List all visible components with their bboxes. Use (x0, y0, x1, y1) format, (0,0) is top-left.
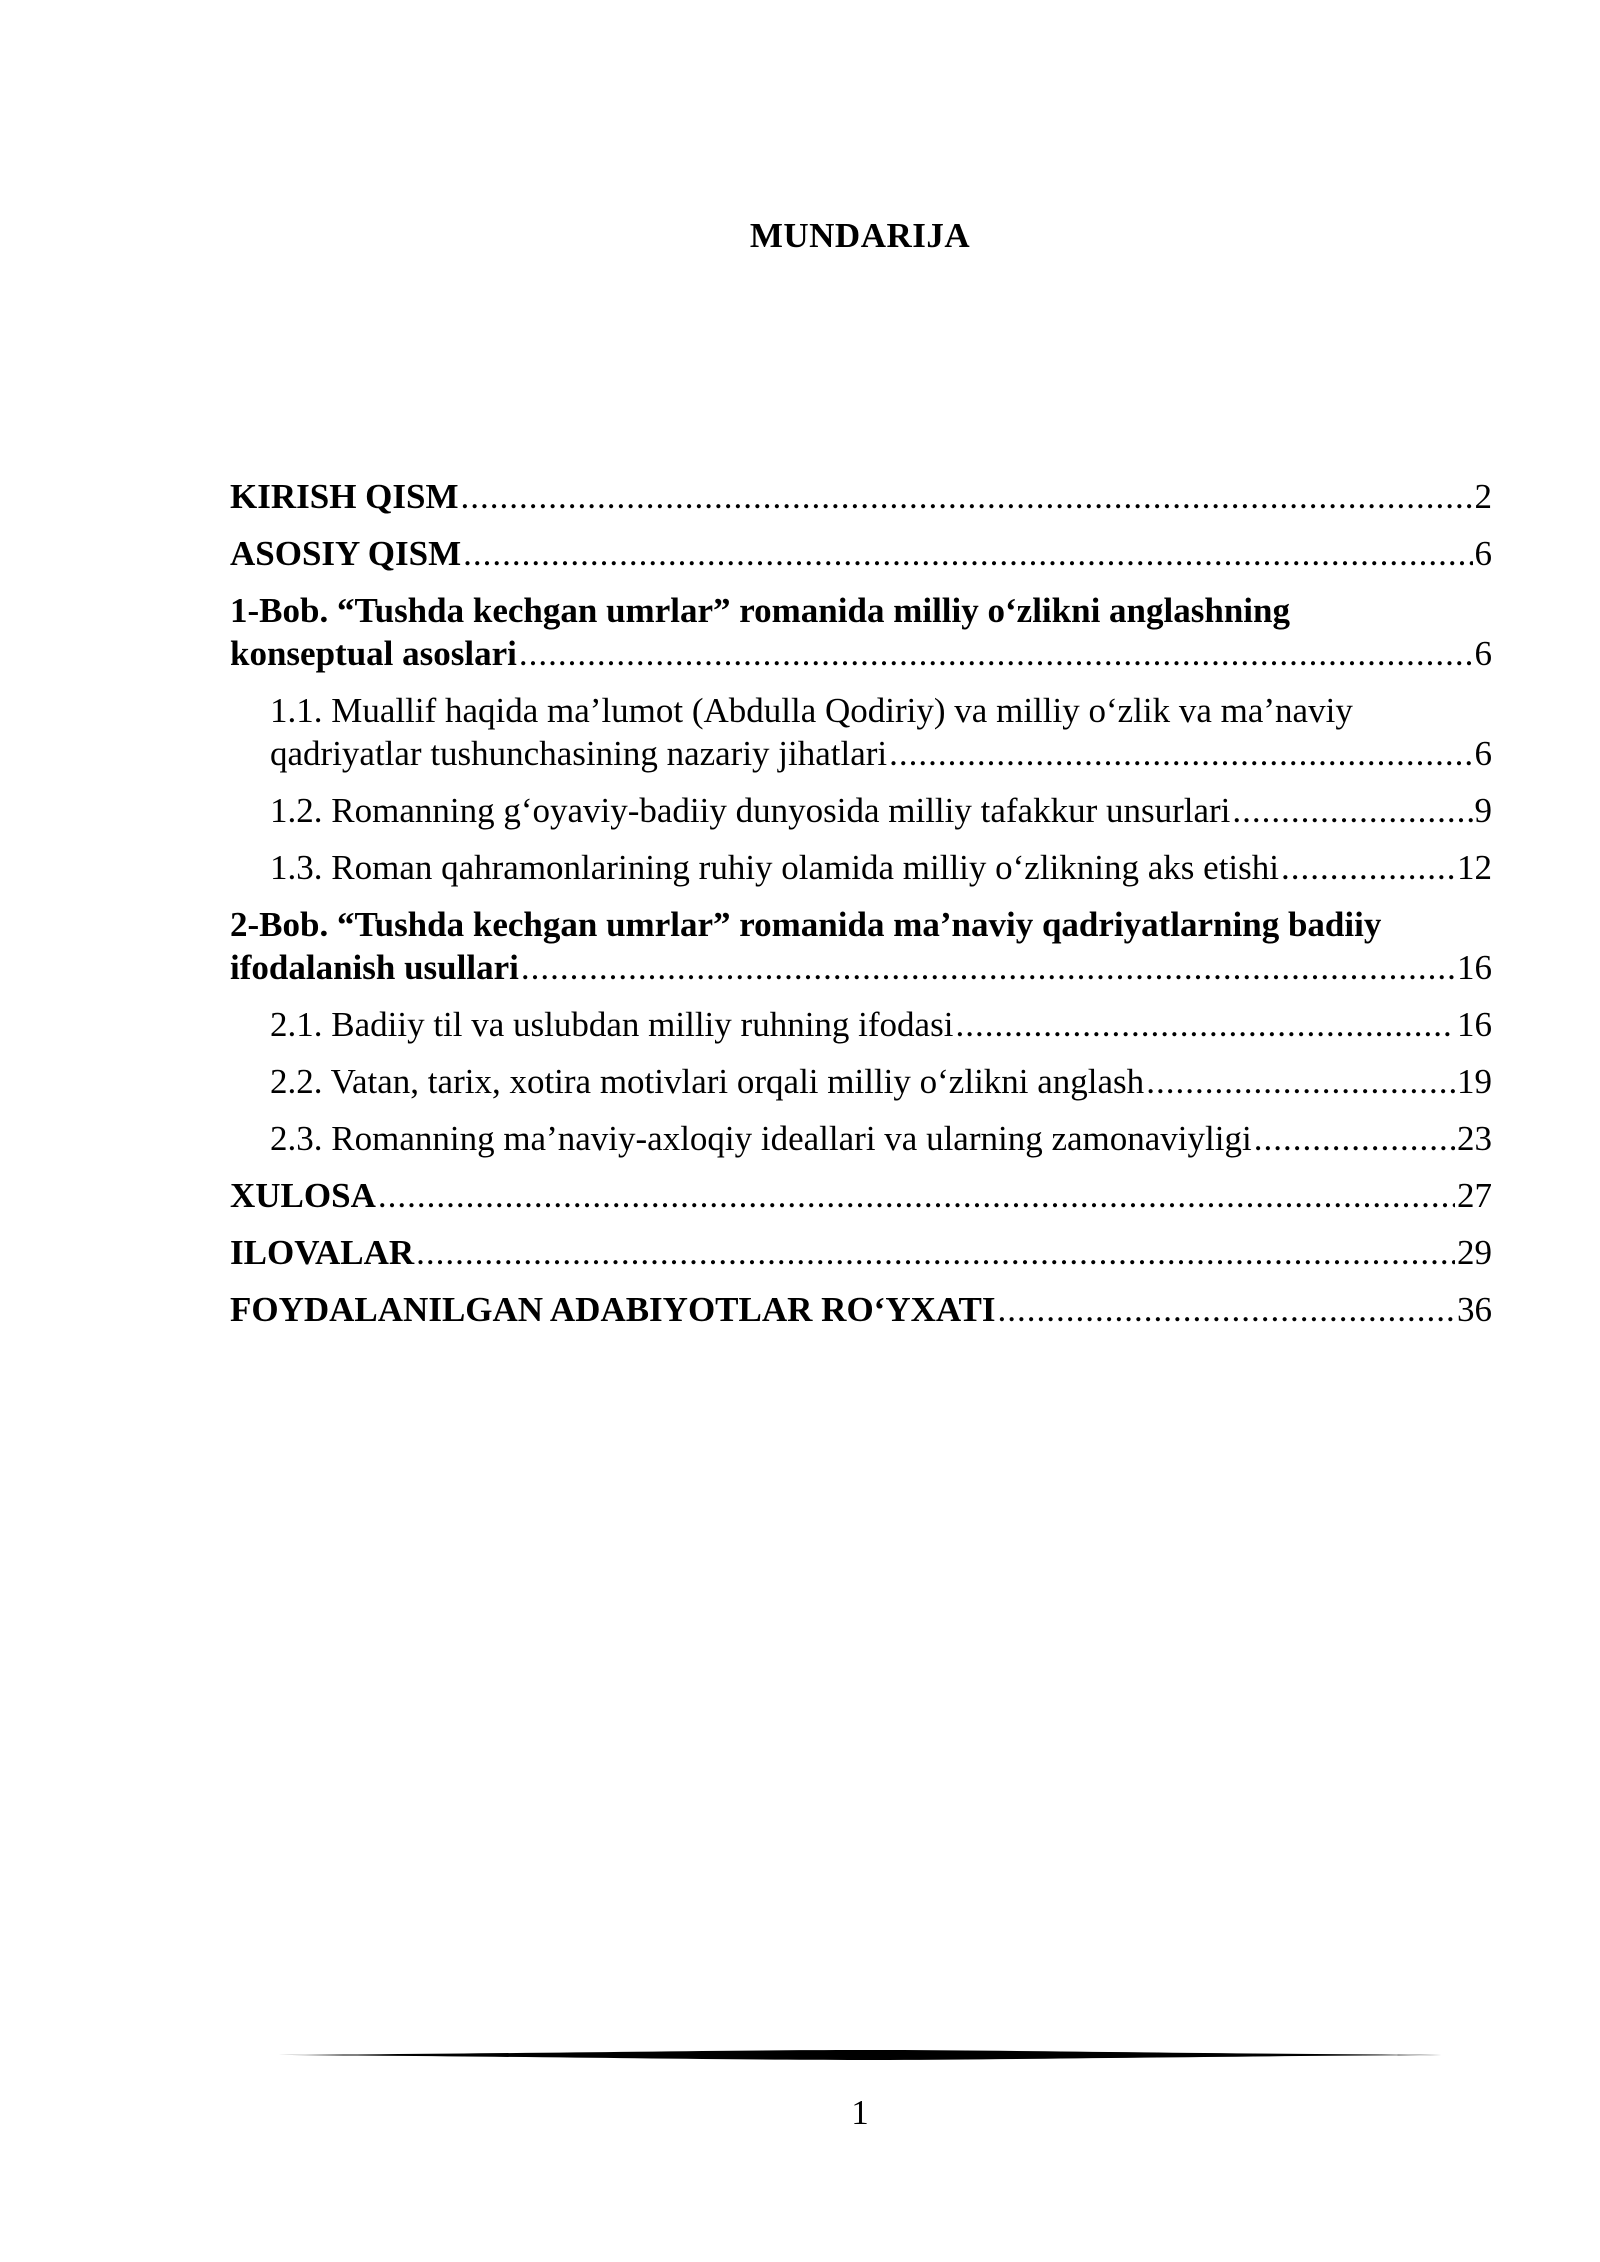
toc-entry-line (230, 1231, 1492, 1274)
toc-page-number: 23 (1457, 1119, 1492, 1158)
toc-page-number: 19 (1457, 1062, 1492, 1101)
toc-entry[interactable] (230, 689, 1492, 775)
toc-entry-title: XULOSA (230, 1176, 376, 1215)
toc-entry-title: qadriyatlar tushunchasining nazariy jihatlari (270, 734, 888, 773)
toc-entry-line (230, 589, 1492, 632)
toc-entry[interactable] (230, 532, 1492, 575)
toc-entry[interactable] (230, 1231, 1492, 1274)
toc-entry-line (230, 1174, 1492, 1217)
toc-page-number: 16 (1457, 948, 1492, 987)
toc-entry-title: 2.2. Vatan, tarix, xotira motivlari orqali milliy o‘zlikni anglash (270, 1062, 1145, 1101)
toc-entry-title: 1.3. Roman qahramonlarining ruhiy olamida milliy o‘zlikning aks etishi (270, 848, 1280, 887)
toc-page-number: 6 (1474, 734, 1492, 773)
toc-entry[interactable] (230, 1060, 1492, 1103)
toc-entry-title: KIRISH QISM (230, 477, 459, 516)
toc-entry-title: 1-Bob. “Tushda kechgan umrlar” romanida milliy o‘zlikni anglashning (230, 591, 1290, 630)
toc-entry[interactable] (230, 1288, 1492, 1331)
toc-dot-leader (1254, 1117, 1455, 1160)
toc-dot-leader (461, 475, 1473, 518)
toc-dot-leader (1146, 1060, 1455, 1103)
toc-entry-line (270, 1060, 1492, 1103)
toc-entry-line (270, 732, 1492, 775)
toc-dot-leader (1232, 789, 1472, 832)
toc-entry[interactable] (230, 1003, 1492, 1046)
toc-entry[interactable] (230, 903, 1492, 989)
toc-page-number: 36 (1457, 1290, 1492, 1329)
toc-entry-title: 2-Bob. “Tushda kechgan umrlar” romanida ma’naviy qadriyatlarning badiiy (230, 905, 1382, 944)
toc-entry-line (230, 1288, 1492, 1331)
page-number: 1 (851, 2093, 869, 2132)
toc-page-number: 2 (1474, 477, 1492, 516)
toc-entry-line (230, 475, 1492, 518)
toc-dot-leader (378, 1174, 1455, 1217)
toc-entry-title: ASOSIY QISM (230, 534, 462, 573)
toc-entry-line (270, 1117, 1492, 1160)
toc-dot-leader (889, 732, 1472, 775)
toc-dot-leader (955, 1003, 1455, 1046)
toc-entry-title: konseptual asoslari (230, 634, 517, 673)
toc-dot-leader (1281, 846, 1455, 889)
toc-entry-line (230, 946, 1492, 989)
toc-entry-title: 2.3. Romanning ma’naviy-axloqiy ideallari va ularning zamonaviyligi (270, 1119, 1252, 1158)
toc-entry-title: ifodalanish usullari (230, 948, 519, 987)
toc-entry-title: 1.1. Muallif haqida ma’lumot (Abdulla Qodiriy) va milliy o‘zlik va ma’naviy (270, 691, 1353, 730)
toc-entry-title: 1.2. Romanning g‘oyaviy-badiiy dunyosida milliy tafakkur unsurlari (270, 791, 1231, 830)
toc-entry[interactable] (230, 789, 1492, 832)
toc-entry-title: ILOVALAR (230, 1233, 415, 1272)
toc-entry-line (230, 903, 1492, 946)
toc-entry-title: FOYDALANILGAN ADABIYOTLAR RO‘YXATI (230, 1290, 996, 1329)
toc-entry[interactable] (230, 475, 1492, 518)
table-of-contents (230, 475, 1492, 1345)
toc-entry-line (270, 846, 1492, 889)
toc-page-number: 6 (1474, 634, 1492, 673)
toc-dot-leader (463, 532, 1472, 575)
toc-entry[interactable] (230, 846, 1492, 889)
page-title: MUNDARIJA (749, 216, 971, 255)
toc-dot-leader (521, 946, 1455, 989)
toc-dot-leader (416, 1231, 1455, 1274)
toc-page-number: 9 (1474, 791, 1492, 830)
toc-dot-leader (998, 1288, 1455, 1331)
toc-page-number: 29 (1457, 1233, 1492, 1272)
toc-entry-line (230, 632, 1492, 675)
toc-page-number: 27 (1457, 1176, 1492, 1215)
toc-entry[interactable] (230, 1174, 1492, 1217)
toc-entry-line (270, 789, 1492, 832)
toc-entry-line (270, 1003, 1492, 1046)
toc-page-number: 12 (1457, 848, 1492, 887)
footer-divider (278, 2045, 1442, 2065)
toc-page-number: 16 (1457, 1005, 1492, 1044)
toc-dot-leader (519, 632, 1473, 675)
toc-entry-line (270, 689, 1492, 732)
toc-entry[interactable] (230, 589, 1492, 675)
toc-page-number: 6 (1474, 534, 1492, 573)
toc-entry[interactable] (230, 1117, 1492, 1160)
toc-entry-title: 2.1. Badiiy til va uslubdan milliy ruhning ifodasi (270, 1005, 954, 1044)
toc-entry-line (230, 532, 1492, 575)
